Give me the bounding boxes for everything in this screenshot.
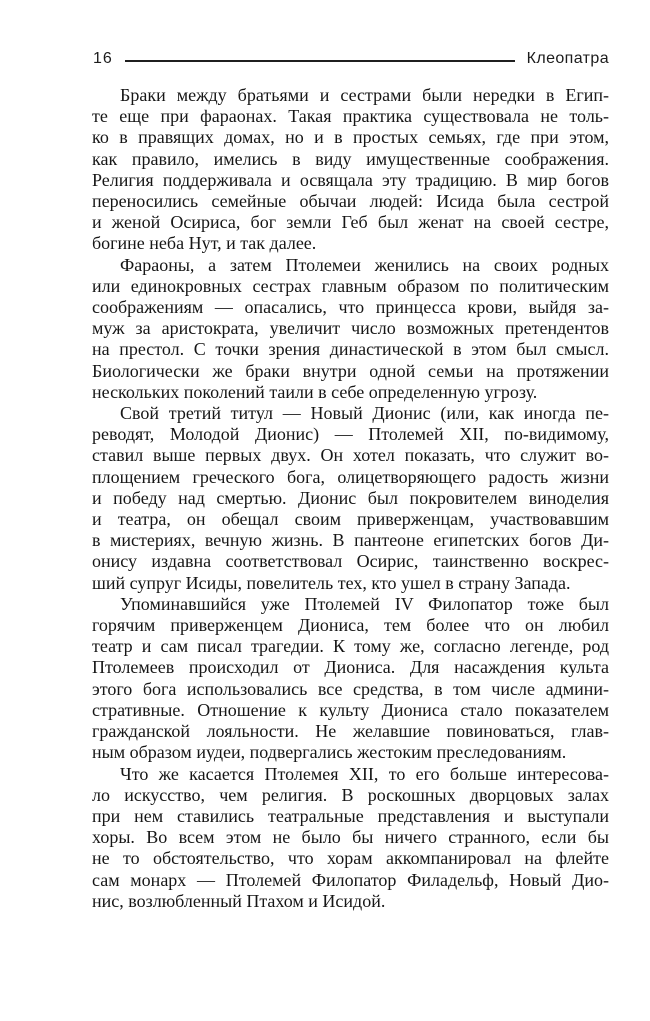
- paragraph: [92, 594, 609, 764]
- page-number: 16: [93, 50, 113, 67]
- text-line: нескольких поколений таили в себе определенную угрозу.: [92, 381, 538, 402]
- text-line: при нем ставились театральные представления и выступали: [92, 805, 609, 826]
- text-line: площением греческого бога, олицетворяющего радость жизни: [92, 466, 609, 487]
- text-line: те еще при фараонах. Такая практика существовала не толь-: [92, 106, 609, 127]
- paragraph: [92, 255, 609, 403]
- text-line: реводят, Молодой Дионис) — Птолемей XII, по-видимому,: [92, 424, 609, 445]
- text-line: не то обстоятельство, что хорам аккомпанировал на флейте: [92, 848, 609, 869]
- text-line: гражданской лояльности. Не желавшие повиноваться, глав-: [92, 721, 609, 742]
- body-text: [92, 85, 609, 912]
- text-line: как правило, имелись в виду имущественные соображения.: [92, 148, 609, 169]
- paragraph: [92, 403, 609, 594]
- text-line: Биологически же браки внутри одной семьи на протяжении: [92, 360, 609, 381]
- text-line: Религия поддерживала и освящала эту традицию. В мир богов: [92, 169, 609, 190]
- paragraph: [92, 764, 609, 912]
- text-line: сам монарх — Птолемей Филопатор Филадельф, Новый Дио-: [92, 869, 609, 890]
- text-line: Упоминавшийся уже Птолемей IV Филопатор тоже был: [120, 593, 609, 614]
- text-line: и женой Осириса, бог земли Геб был женат на своей сестре,: [92, 212, 609, 233]
- text-line: театр и сам писал трагедии. К тому же, согласно легенде, род: [92, 636, 609, 657]
- text-line: переносились семейные обычаи людей: Исида была сестрой: [92, 191, 609, 212]
- paragraph: [92, 85, 609, 255]
- text-line: и театра, он обещал своим приверженцам, участвовавшим: [92, 509, 609, 530]
- text-line: ным образом иудеи, подвергались жестоким преследованиям.: [92, 742, 567, 763]
- text-line: ший супруг Исиды, повелитель тех, кто ушел в страну Запада.: [92, 572, 571, 593]
- text-line: соображениям — опасались, что принцесса крови, выйдя за-: [92, 297, 609, 318]
- text-line: ко в правящих домах, но и в простых семьях, где при этом,: [92, 127, 609, 148]
- text-line: в мистериях, вечную жизнь. В пантеоне египетских богов Ди-: [92, 530, 609, 551]
- text-line: и победу над смертью. Дионис был покровителем виноделия: [92, 487, 609, 508]
- page-header: [93, 51, 609, 67]
- text-line: богине неба Нут, и так далее.: [92, 233, 317, 254]
- text-line: Браки между братьями и сестрами были нередки в Егип-: [120, 85, 609, 105]
- text-line: стративные. Отношение к культу Диониса стало показателем: [92, 699, 609, 720]
- text-line: на престол. С точки зрения династической в этом был смысл.: [92, 339, 609, 360]
- text-line: этого бога использовались все средства, в том числе админи-: [92, 678, 609, 699]
- text-line: Свой третий титул — Новый Дионис (или, как иногда пе-: [120, 403, 609, 424]
- text-line: Фараоны, а затем Птолемеи женились на своих родных: [120, 254, 609, 275]
- running-title: Клеопатра: [526, 50, 609, 67]
- text-line: Птолемеев происходил от Диониса. Для насаждения культа: [92, 657, 609, 678]
- text-line: онису издавна соответствовал Осирис, таинственно воскрес-: [92, 551, 609, 572]
- text-line: горячим приверженцем Диониса, тем более что он любил: [92, 615, 609, 636]
- text-line: муж за аристократа, увеличит число возможных претендентов: [92, 318, 609, 339]
- text-line: ставил выше первых двух. Он хотел показать, что служит во-: [92, 445, 609, 466]
- text-line: нис, возлюбленный Птахом и Исидой.: [92, 890, 386, 911]
- text-line: Что же касается Птолемея XII, то его больше интересова-: [120, 763, 609, 784]
- text-line: или единокровных сестрах главным образом по политическим: [92, 275, 609, 296]
- header-rule: [125, 60, 515, 62]
- text-line: хоры. Во всем этом не было бы ничего странного, если бы: [92, 827, 609, 848]
- text-line: ло искусство, чем религия. В роскошных дворцовых залах: [92, 784, 609, 805]
